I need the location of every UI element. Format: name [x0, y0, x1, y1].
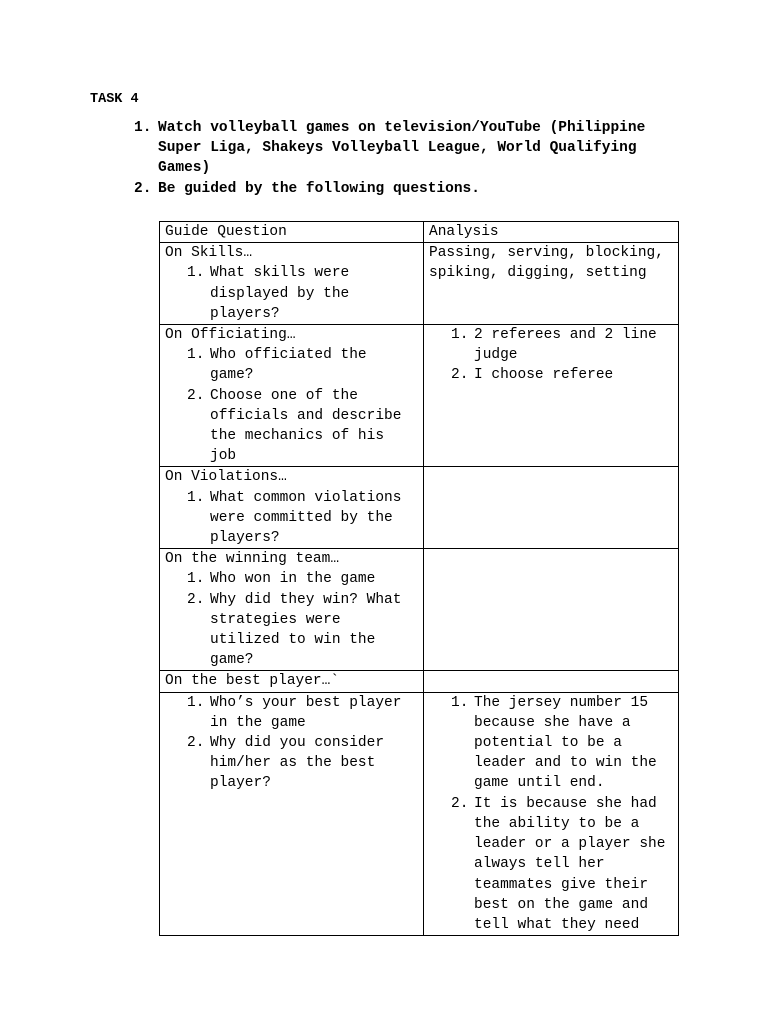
table-row — [160, 692, 679, 935]
question-text: Who’s your best player in the game — [210, 694, 402, 731]
question-text: Who officiated the game? — [210, 347, 367, 384]
question-number: 1. — [187, 694, 205, 711]
analysis-text: The jersey number 15 because she have a potential to be a leader and to win the game until end. — [474, 694, 657, 792]
question-item — [187, 386, 418, 467]
question-cell — [160, 325, 424, 467]
analysis-cell — [424, 243, 679, 325]
analysis-cell-empty — [424, 549, 679, 671]
analysis-item — [451, 794, 673, 935]
question-cell — [160, 467, 424, 549]
analysis-item — [451, 693, 673, 794]
instruction-item — [134, 118, 674, 179]
analysis-list — [429, 325, 673, 386]
section-heading: On Officiating… — [165, 327, 296, 344]
question-item — [187, 693, 418, 733]
question-list — [165, 345, 418, 466]
analysis-text: Passing, serving, blocking, spiking, digging, setting — [429, 245, 664, 282]
question-text: Who won in the game — [210, 571, 376, 588]
question-item — [187, 590, 418, 671]
question-number: 1. — [187, 571, 205, 588]
section-heading: On the best player…` — [165, 673, 340, 690]
question-number: 1. — [187, 347, 205, 364]
table-row — [160, 325, 679, 467]
analysis-number: 2. — [451, 795, 469, 812]
question-item — [187, 488, 418, 549]
analysis-cell — [424, 692, 679, 935]
section-heading: On the winning team… — [165, 551, 340, 568]
table-row — [160, 671, 679, 692]
table-row — [160, 549, 679, 671]
analysis-number: 1. — [451, 327, 469, 344]
question-number: 2. — [187, 735, 205, 752]
question-text: Why did they win? What strategies were utilized to win the game? — [210, 591, 402, 669]
instruction-number: 2. — [134, 180, 152, 197]
analysis-text: 2 referees and 2 line judge — [474, 327, 657, 364]
analysis-cell-empty — [424, 467, 679, 549]
question-cell — [160, 671, 424, 692]
question-list — [165, 263, 418, 324]
question-item — [187, 733, 418, 794]
instruction-number: 1. — [134, 120, 152, 136]
question-item — [187, 345, 418, 385]
question-item — [187, 569, 418, 589]
analysis-cell — [424, 325, 679, 467]
question-number: 1. — [187, 265, 205, 282]
question-text: Why did you consider him/her as the best player? — [210, 735, 385, 792]
instruction-item — [134, 179, 674, 199]
question-text: What skills were displayed by the players? — [210, 265, 350, 322]
header-analysis: Analysis — [424, 222, 679, 243]
table-row — [160, 243, 679, 325]
instructions-list — [134, 118, 674, 199]
analysis-text: It is because she had the ability to be a leader or a player she always tell her teammates give their best on the game and tell what they need — [474, 795, 666, 933]
analysis-number: 2. — [451, 367, 469, 384]
task-title: TASK 4 — [90, 92, 139, 107]
question-item — [187, 263, 418, 324]
guide-table — [159, 221, 679, 936]
question-text: Choose one of the officials and describe the mechanics of his job — [210, 387, 402, 465]
question-cell — [160, 243, 424, 325]
table-header-row — [160, 222, 679, 243]
question-list — [165, 569, 418, 670]
question-number: 2. — [187, 591, 205, 608]
section-heading: On Skills… — [165, 245, 253, 262]
analysis-cell-empty — [424, 671, 679, 692]
question-text: What common violations were committed by the players? — [210, 489, 402, 547]
analysis-text: I choose referee — [474, 367, 614, 384]
header-guide-question: Guide Question — [160, 222, 424, 243]
question-number: 2. — [187, 387, 205, 404]
question-list — [165, 693, 418, 794]
question-number: 1. — [187, 489, 205, 506]
instruction-text: Be guided by the following questions. — [158, 180, 480, 197]
question-cell — [160, 692, 424, 935]
instruction-text: Watch volleyball games on television/YouTube (Philippine Super Liga, Shakeys Volleyball League, World Qualifying Games) — [158, 120, 646, 177]
section-heading: On Violations… — [165, 469, 287, 486]
analysis-list — [429, 693, 673, 935]
analysis-item — [451, 325, 673, 365]
analysis-number: 1. — [451, 694, 469, 711]
question-cell — [160, 549, 424, 671]
table-row — [160, 467, 679, 549]
question-list — [165, 488, 418, 549]
analysis-item — [451, 365, 673, 385]
